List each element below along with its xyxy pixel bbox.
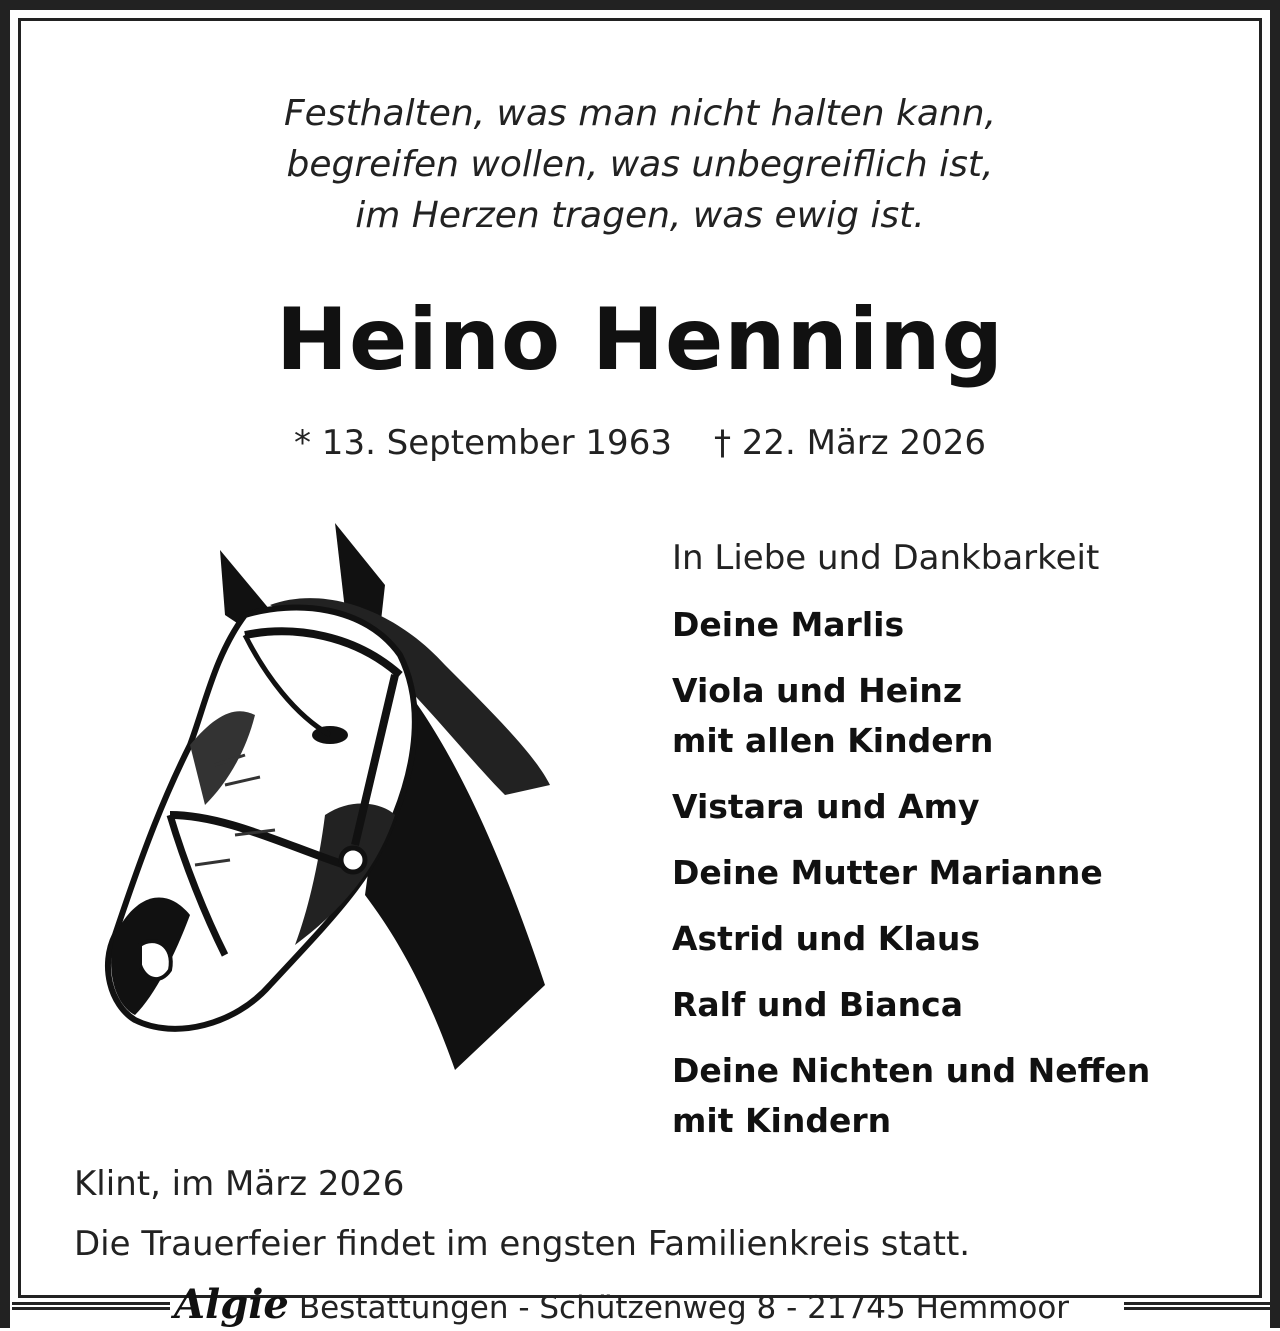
footer-rule-right [1124,1302,1270,1310]
place-date: Klint, im März 2026 [74,1164,405,1204]
family-member: Astrid und Klaus [672,919,981,958]
memorial-verse [0,88,1280,241]
birth-date: * 13. September 1963 [294,423,672,463]
verse-line-3: im Herzen tragen, was ewig ist. [355,195,925,236]
family-member: Vistara und Amy [672,787,980,826]
funeral-notice: Die Trauerfeier findet im engsten Familienkreis statt. [74,1224,971,1264]
verse-line-1: Festhalten, was man nicht halten kann, [283,93,997,134]
family-member: Deine Marlis [672,605,905,644]
family-member: Ralf und Bianca [672,985,963,1024]
footer [0,1282,1280,1328]
funeral-home-address: Bestattungen - Schützenweg 8 - 21745 Hemmoor [298,1290,1070,1326]
deceased-name: Heino Henning [275,290,1005,390]
family-member: Viola und Heinz mit allen Kindern [672,671,994,760]
horse-head-icon [95,515,565,1075]
family-intro: In Liebe und Dankbarkeit [672,538,1100,578]
footer-rule-left [12,1302,170,1310]
death-date: † 22. März 2026 [713,423,986,463]
verse-line-2: begreifen wollen, was unbegreiflich ist, [286,144,994,185]
life-dates [0,418,1280,468]
funeral-home-info [174,1282,1069,1328]
funeral-home-logo: Algie [174,1281,289,1328]
family-member: Deine Mutter Marianne [672,853,1103,892]
family-list [672,532,1262,1162]
family-member: Deine Nichten und Neffen mit Kindern [672,1051,1151,1140]
